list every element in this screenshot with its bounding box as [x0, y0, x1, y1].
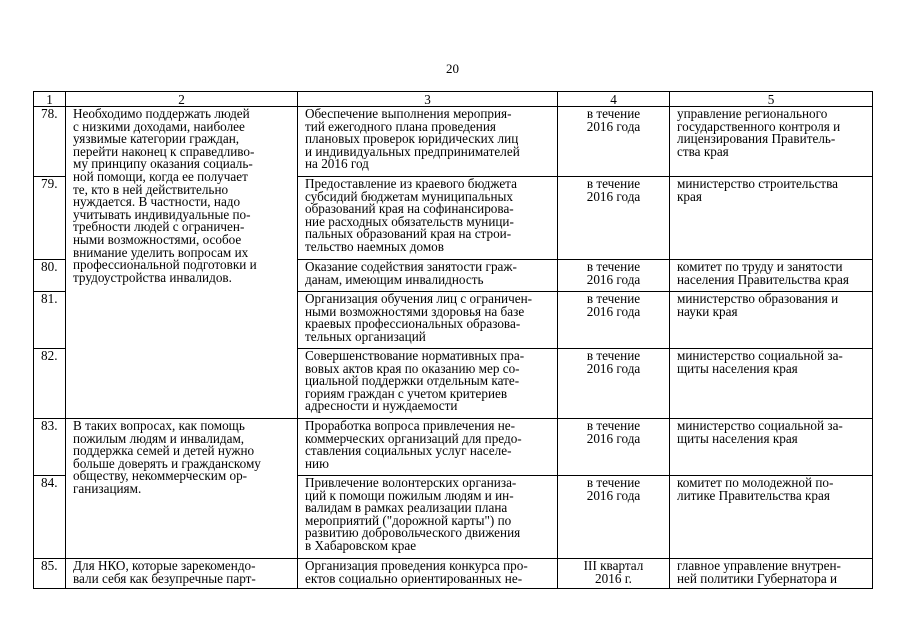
- row-number: 80.: [34, 260, 66, 292]
- row-number: 82.: [34, 349, 66, 419]
- responsible-text: министерство строительства края: [670, 177, 873, 260]
- table-header-row: [34, 92, 873, 107]
- responsible-text: управление регионального государственного контроля и лицензирования Правитель- ства края: [670, 107, 873, 177]
- deadline-text: в течение 2016 года: [558, 419, 670, 476]
- responsible-text: главное управление внутрен- ней политики Губернатора и: [670, 559, 873, 589]
- measure-text: Обеспечение выполнения мероприя- тий ежегодного плана проведения плановых проверок юридических лиц и индивидуальных предпринимателей на 2016 год: [298, 107, 558, 177]
- header-col-4: 4: [558, 92, 670, 107]
- deadline-text: в течение 2016 года: [558, 349, 670, 419]
- header-col-5: 5: [670, 92, 873, 107]
- measure-text: Оказание содействия занятости граж- данам, имеющим инвалидность: [298, 260, 558, 292]
- header-col-3: 3: [298, 92, 558, 107]
- header-col-1: 1: [34, 92, 66, 107]
- deadline-text: в течение 2016 года: [558, 260, 670, 292]
- action-plan-table: [33, 91, 873, 589]
- measure-text: Организация проведения конкурса про- ектов социально ориентированных не-: [298, 559, 558, 589]
- table-row: [34, 559, 873, 589]
- responsible-text: министерство социальной за- щиты населения края: [670, 349, 873, 419]
- row-number: 78.: [34, 107, 66, 177]
- deadline-text: в течение 2016 года: [558, 292, 670, 349]
- measure-text: Предоставление из краевого бюджета субсидий бюджетам муниципальных образований края на софинансирова- ние расходных обязательств муници- пальных образований края на строи- тельство наемных домов: [298, 177, 558, 260]
- row-number: 79.: [34, 177, 66, 260]
- measure-text: Проработка вопроса привлечения не- коммерческих организаций для предо- ставления социальных услуг населе- нию: [298, 419, 558, 476]
- responsible-text: комитет по труду и занятости населения Правительства края: [670, 260, 873, 292]
- responsible-text: министерство социальной за- щиты населения края: [670, 419, 873, 476]
- deadline-text: в течение 2016 года: [558, 177, 670, 260]
- measure-text: Привлечение волонтерских организа- ций к помощи пожилым людям и ин- валидам в рамках реализации плана мероприятий ("дорожной карты") по развитию добровольческого движения в Хабаровском крае: [298, 476, 558, 559]
- page-number: 20: [446, 61, 459, 76]
- instruction-text: Необходимо поддержать людей с низкими доходами, наиболее уязвимые категории граждан, перейти наконец к справедливо- му принципу оказания социаль- ной помощи, когда ее получает те, кто в ней действительно нуждается. В частности, надо учитывать индивидуальные по- требности людей с ограничен- ными возможностями, особое внимание уделить вопросам их профессиональной подготовки и трудоустройства инвалидов.: [66, 107, 298, 419]
- row-number: 84.: [34, 476, 66, 559]
- table-row: [34, 419, 873, 476]
- deadline-text: в течение 2016 года: [558, 476, 670, 559]
- measure-text: Организация обучения лиц с ограничен- ными возможностями здоровья на базе краевых профессиональных образова- тельных организаций: [298, 292, 558, 349]
- responsible-text: министерство образования и науки края: [670, 292, 873, 349]
- deadline-text: в течение 2016 года: [558, 107, 670, 177]
- deadline-text: III квартал 2016 г.: [558, 559, 670, 589]
- responsible-text: комитет по молодежной по- литике Правительства края: [670, 476, 873, 559]
- instruction-text: Для НКО, которые зарекомендо- вали себя как безупречные парт-: [66, 559, 298, 589]
- row-number: 83.: [34, 419, 66, 476]
- instruction-text: В таких вопросах, как помощь пожилым людям и инвалидам, поддержка семей и детей нужно больше доверять и гражданскому обществу, некоммерческим ор- ганизациям.: [66, 419, 298, 559]
- measure-text: Совершенствование нормативных пра- вовых актов края по оказанию мер со- циальной поддержки отдельным кате- гориям граждан с учетом критериев адресности и нуждаемости: [298, 349, 558, 419]
- row-number: 85.: [34, 559, 66, 589]
- table-row: [34, 107, 873, 177]
- row-number: 81.: [34, 292, 66, 349]
- header-col-2: 2: [66, 92, 298, 107]
